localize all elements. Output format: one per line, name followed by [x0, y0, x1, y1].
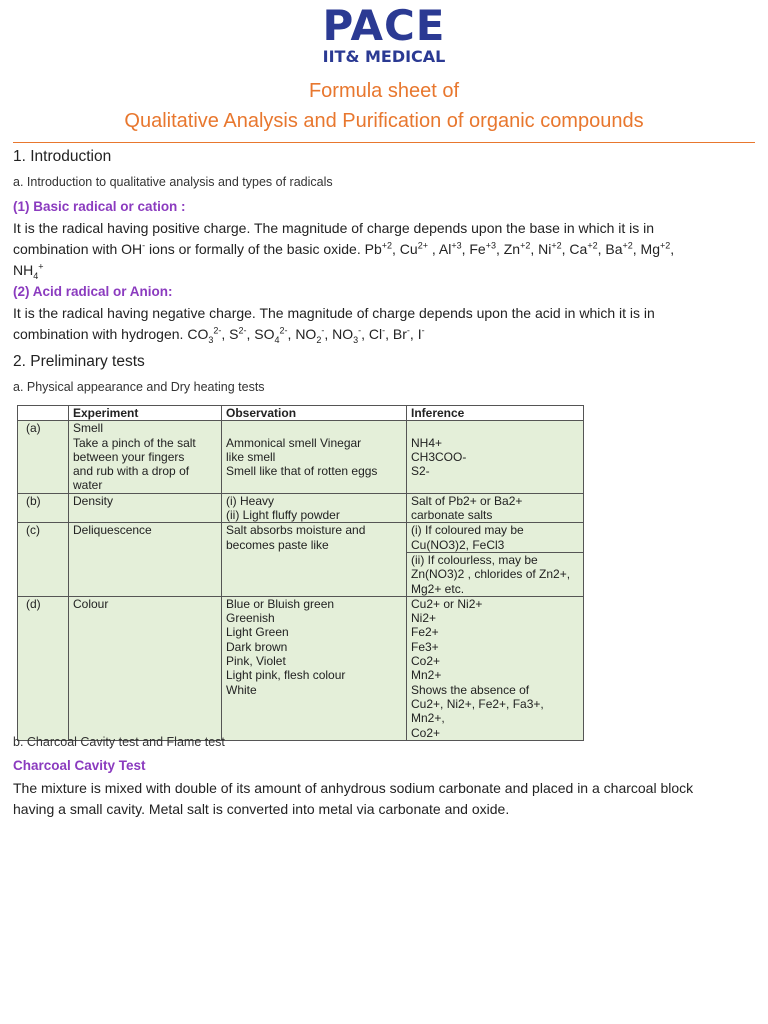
experiment-cell: Smell Take a pinch of the salt between your fingers and rub with a drop of water — [69, 421, 222, 493]
logo — [0, 1, 768, 66]
acid-text-line1: It is the radical having negative charge. The magnitude of charge depends upon the acid in which it is in — [13, 305, 655, 321]
row-label: (b) — [18, 493, 69, 523]
logo-text: PACE — [322, 1, 446, 50]
subsection-a-intro: a. Introduction to qualitative analysis and types of radicals — [13, 175, 333, 189]
charcoal-cavity-heading: Charcoal Cavity Test — [13, 758, 146, 773]
experiment-cell: Density — [69, 493, 222, 523]
table-header-blank — [18, 406, 69, 421]
experiment-cell: Colour — [69, 596, 222, 740]
subsection-a-physical: a. Physical appearance and Dry heating tests — [13, 380, 265, 394]
table-header-observation: Observation — [222, 406, 407, 421]
charcoal-paragraph — [13, 778, 755, 820]
basic-text-line1: It is the radical having positive charge. The magnitude of charge depends upon the base in which it is in — [13, 220, 655, 236]
experiment-cell: Deliquescence — [69, 523, 222, 596]
row-label: (a) — [18, 421, 69, 493]
acid-text-line2: combination with hydrogen. $CO_3^{2-}$, $S^{2-}$, $SO_4^{2-}$, $NO_2^-$, $NO_3^-$, Cl-, Br-, I- — [13, 325, 425, 345]
table-header-inference: Inference — [407, 406, 584, 421]
inference-cell: Salt of Pb2+ or Ba2+ carbonate salts — [407, 493, 584, 523]
row-label: (c) — [18, 523, 69, 596]
logo-subtitle: IIT& MEDICAL — [322, 47, 446, 66]
observation-cell: Blue or Bluish green Greenish Light Green Dark brown Pink, Violet Light pink, flesh colour White — [222, 596, 407, 740]
table-row — [18, 493, 584, 523]
title-divider — [13, 142, 755, 143]
inference-cell: Cu2+ or Ni2+ Ni2+ Fe2+ Fe3+ Co2+ Mn2+ Shows the absence of Cu2+, Ni2+, Fe2+, Fa3+, Mn2+, Co2+ — [407, 596, 584, 740]
basic-radical-heading: (1) Basic radical or cation : — [13, 199, 186, 214]
table-row — [18, 596, 584, 740]
table-header-experiment: Experiment — [69, 406, 222, 421]
inference-cell: (i) If coloured may be Cu(NO3)2, FeCl3 — [407, 523, 584, 553]
section-heading-preliminary: 2. Preliminary tests — [13, 353, 145, 370]
section-heading-introduction: 1. Introduction — [13, 148, 112, 165]
inference-cell: NH4+ CH3COO- S2- — [407, 421, 584, 493]
row-label: (d) — [18, 596, 69, 740]
inference-cell: (ii) If colourless, may be Zn(NO3)2 , chlorides of Zn2+, Mg2+ etc. — [407, 552, 584, 596]
charcoal-text-line1: The mixture is mixed with double of its amount of anhydrous sodium carbonate and placed in a charcoal block — [13, 780, 694, 796]
acid-radical-heading: (2) Acid radical or Anion: — [13, 284, 173, 299]
basic-radical-paragraph — [13, 218, 755, 281]
observation-cell: Salt absorbs moisture and becomes paste like — [222, 523, 407, 596]
preliminary-tests-table — [17, 405, 584, 741]
table-row — [18, 421, 584, 493]
page-title-line2: Qualitative Analysis and Purification of organic compounds — [124, 110, 644, 132]
observation-cell: (i) Heavy (ii) Light fluffy powder — [222, 493, 407, 523]
table-header-row — [18, 406, 584, 421]
acid-radical-paragraph — [13, 303, 755, 345]
subsection-b-charcoal: b. Charcoal Cavity test and Flame test — [13, 735, 225, 749]
basic-text-line2: combination with OH- ions or formally of the basic oxide. $Pb^{+2}$, $Cu^{2+}$ , $Al^{+3}$, $Fe^{+3}$, $Zn^{+2}$, $Ni^{+2}$, $Ca^{+2}$, $Ba^{+2}$, $Mg^{+2}$, — [13, 240, 675, 257]
page-title-line1: Formula sheet of — [308, 80, 460, 102]
table-row — [18, 523, 584, 553]
charcoal-text-line2: having a small cavity. Metal salt is converted into metal via carbonate and oxide. — [13, 801, 510, 817]
observation-cell: Ammonical smell Vinegar like smell Smell like that of rotten eggs — [222, 421, 407, 493]
basic-ions-last: $NH_4^+$ — [13, 261, 44, 281]
